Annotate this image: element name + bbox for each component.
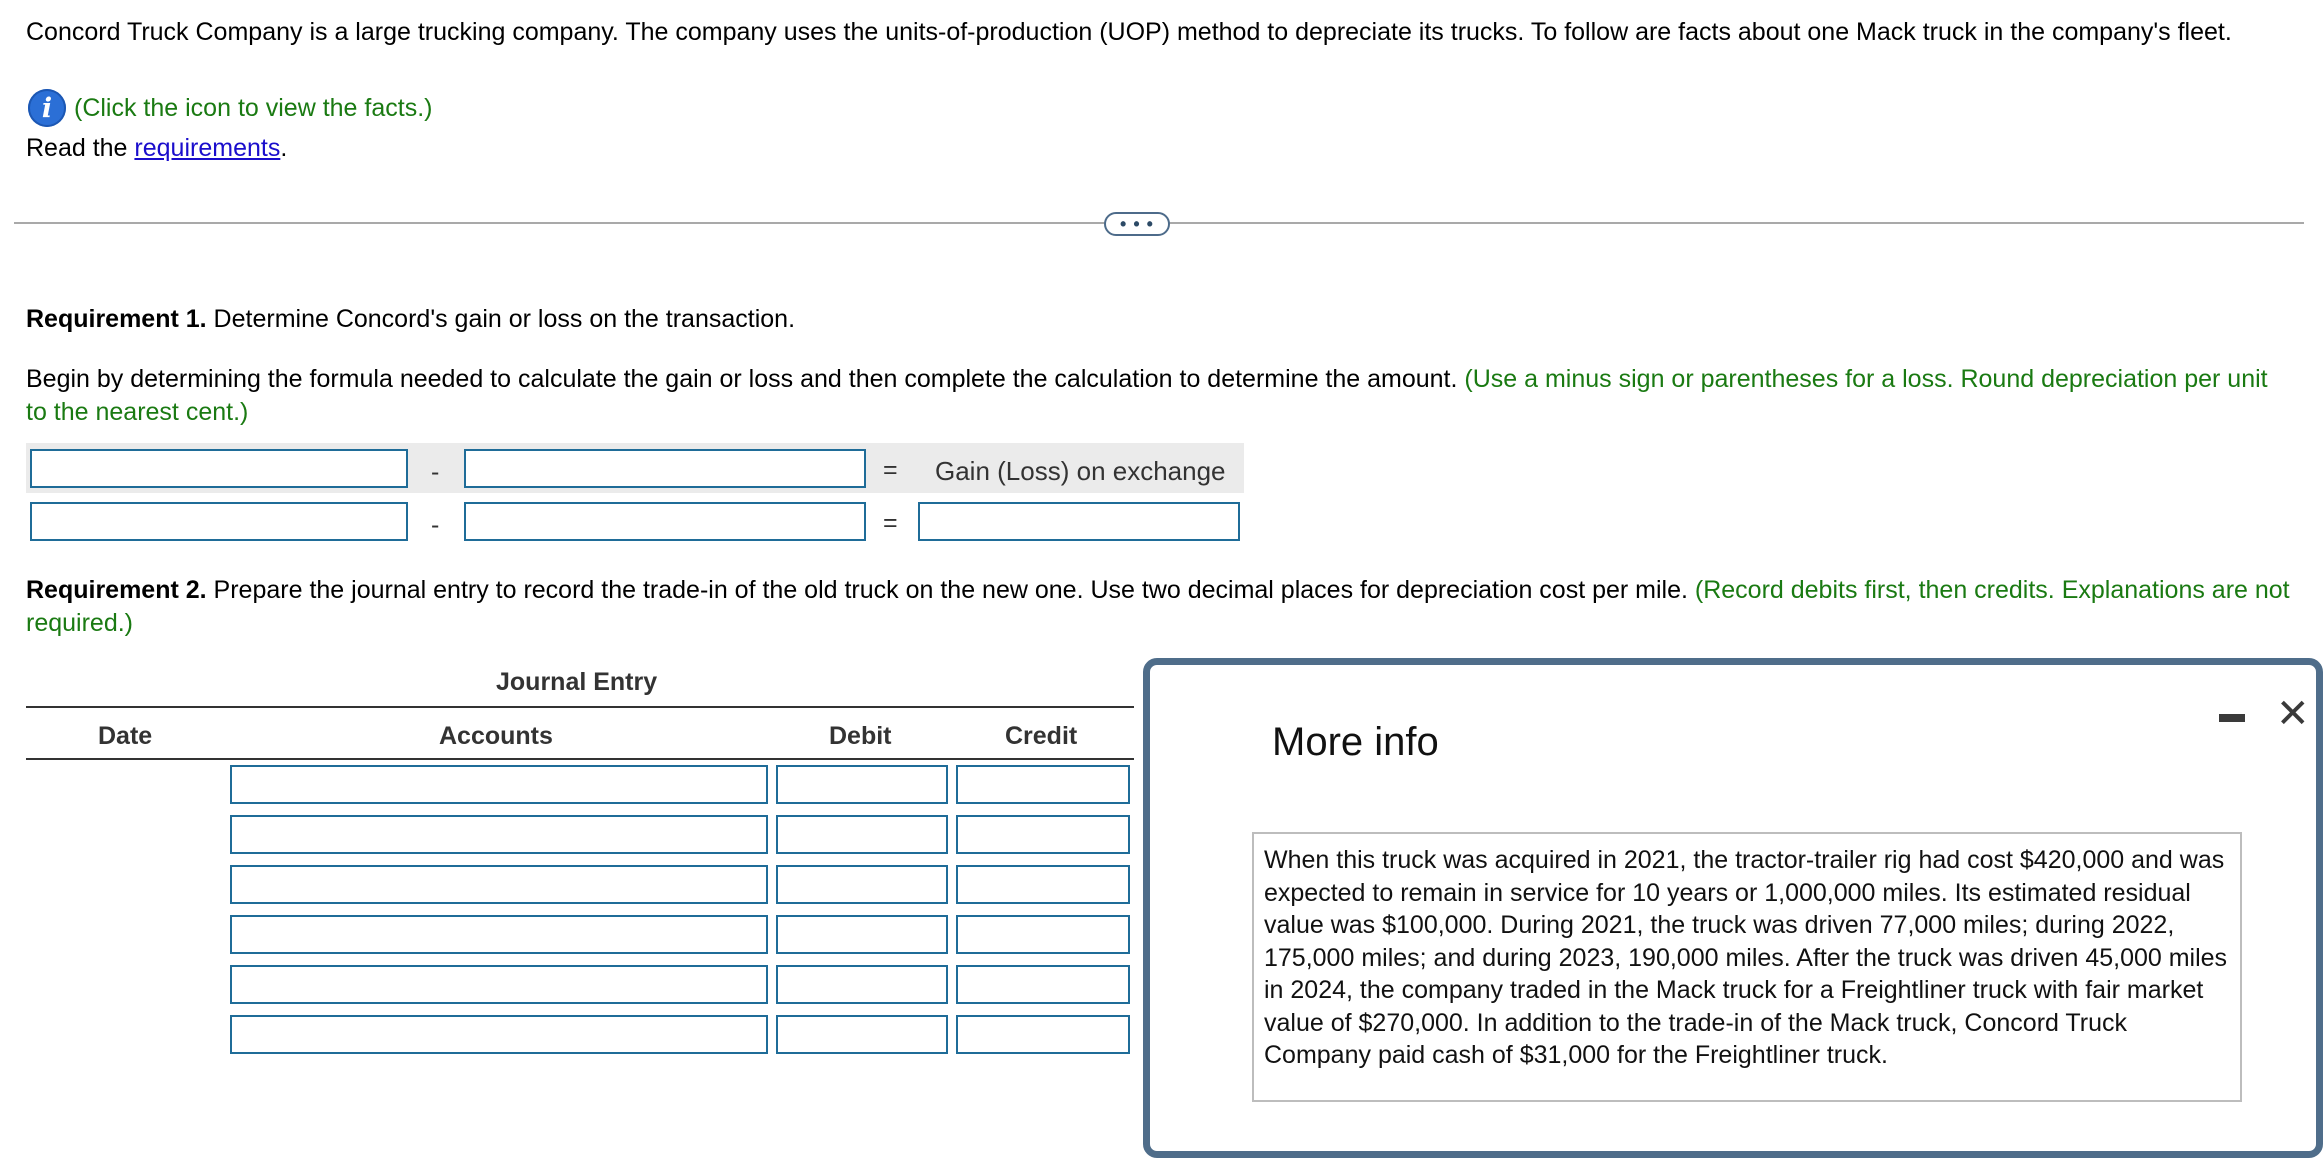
facts-text-box: When this truck was acquired in 2021, the tractor-trailer rig had cost $420,000 and was expected to remain in service for 10 years or 1,000,000 miles. Its estimated residual value was $100,000. During 2021, the truck was driven 77,000 miles; during 2022, 175,000 miles; and during 2023, 190,000 miles. After the truck was driven 45,000 miles in 2024, the company traded in the Mack truck for a Freightliner truck with fair market value of $270,000. In addition to the trade-in of the Mack truck, Concord Truck Company paid cash of $31,000 for the Freightliner truck. <box>1252 832 2242 1102</box>
instructions-hint: (Use a minus sign or parentheses for a loss. Round depreciation per unit to the nearest cent.) <box>26 365 2268 426</box>
account-input[interactable] <box>230 815 768 854</box>
account-input[interactable] <box>230 765 768 804</box>
debit-input[interactable] <box>776 965 948 1004</box>
read-requirements <box>26 134 287 163</box>
column-header-credit: Credit <box>1005 722 1078 750</box>
formula-result-label: Gain (Loss) on exchange <box>935 456 1226 486</box>
close-icon[interactable]: ✕ <box>2276 692 2310 736</box>
column-header-date: Date <box>98 722 153 750</box>
credit-input[interactable] <box>956 1015 1130 1054</box>
equals-sign: = <box>883 509 898 537</box>
gain-loss-amount-input[interactable] <box>918 502 1240 541</box>
info-icon[interactable]: i <box>28 89 66 127</box>
amount-term-2-input[interactable] <box>464 502 866 541</box>
minimize-icon[interactable] <box>2219 714 2245 722</box>
account-input[interactable] <box>230 915 768 954</box>
requirement-2-text: Prepare the journal entry to record the trade-in of the old truck on the new one. Use two decimal places for depreciation cost per mile. <box>206 576 1695 604</box>
account-input[interactable] <box>230 865 768 904</box>
formula-term-1-input[interactable] <box>30 449 408 488</box>
credit-input[interactable] <box>956 865 1130 904</box>
facts-row[interactable] <box>28 89 432 127</box>
requirements-link[interactable]: requirements <box>134 134 281 162</box>
equals-sign: = <box>883 456 898 484</box>
debit-input[interactable] <box>776 865 948 904</box>
account-input[interactable] <box>230 965 768 1004</box>
requirement-1-label: Requirement 1. <box>26 305 207 333</box>
read-suffix: . <box>280 134 288 162</box>
journal-top-rule <box>26 706 1134 708</box>
requirement-1 <box>26 305 795 334</box>
requirement-2 <box>26 574 2296 640</box>
intro-text: Concord Truck Company is a large trucking company. The company uses the units-of-production (UOP) method to depreciate its trucks. To follow are facts about one Mack truck in the company's fleet. <box>26 18 2232 46</box>
journal-header-rule <box>26 758 1134 760</box>
facts-link-text[interactable]: (Click the icon to view the facts.) <box>74 93 433 122</box>
credit-input[interactable] <box>956 765 1130 804</box>
debit-input[interactable] <box>776 1015 948 1054</box>
debit-input[interactable] <box>776 915 948 954</box>
column-header-accounts: Accounts <box>439 722 553 750</box>
requirement-2-hint: (Record debits first, then credits. Explanations are not required.) <box>26 576 2290 637</box>
requirement-1-text: Determine Concord's gain or loss on the transaction. <box>206 305 796 333</box>
amount-term-1-input[interactable] <box>30 502 408 541</box>
minus-sign: - <box>431 511 440 539</box>
requirement-2-label: Requirement 2. <box>26 576 207 604</box>
minus-sign: - <box>431 458 440 486</box>
divider-handle[interactable]: • • • <box>1104 212 1170 236</box>
read-prefix: Read the <box>26 134 135 162</box>
debit-input[interactable] <box>776 815 948 854</box>
column-header-debit: Debit <box>829 722 892 750</box>
dialog-title: More info <box>1272 720 1439 764</box>
debit-input[interactable] <box>776 765 948 804</box>
credit-input[interactable] <box>956 815 1130 854</box>
account-input[interactable] <box>230 1015 768 1054</box>
instructions <box>26 363 2276 429</box>
journal-entry-title: Journal Entry <box>496 668 658 696</box>
instructions-text: Begin by determining the formula needed to calculate the gain or loss and then complete the calculation to determine the amount. <box>26 365 1465 393</box>
credit-input[interactable] <box>956 965 1130 1004</box>
credit-input[interactable] <box>956 915 1130 954</box>
formula-term-2-input[interactable] <box>464 449 866 488</box>
